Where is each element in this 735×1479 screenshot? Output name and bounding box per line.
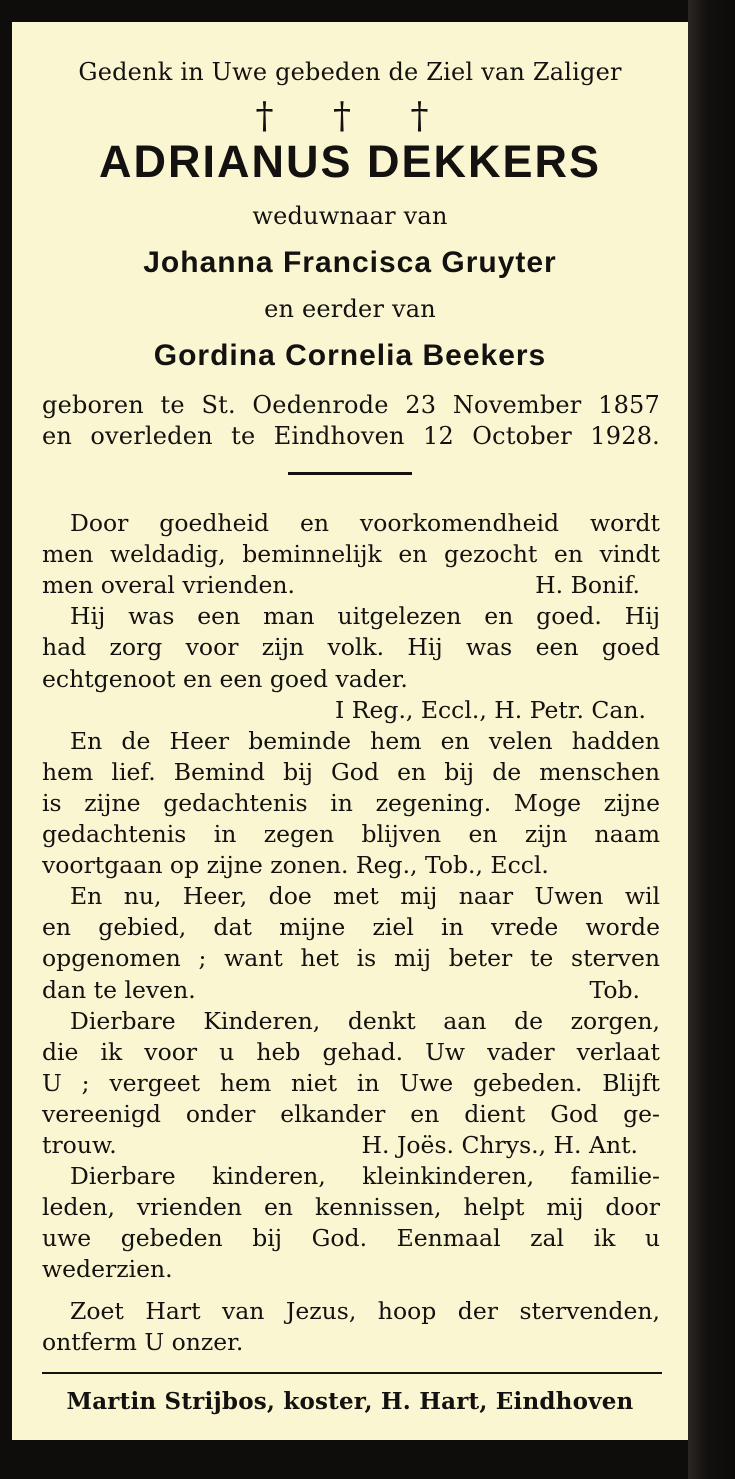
- body-line-text: had zorg voor zijn volk. Hij was een goed: [42, 633, 660, 662]
- footer-divider: [42, 1372, 662, 1374]
- cross-icon: †: [410, 96, 445, 137]
- body-line: [42, 1100, 660, 1128]
- body-line-text: Hij was een man uitgelezen en goed. Hij: [70, 602, 660, 631]
- card-shadow-edge: [688, 0, 735, 1479]
- body-line: [42, 976, 660, 1004]
- body-line: [42, 758, 660, 786]
- body-line: [42, 1131, 660, 1159]
- body-line: [42, 633, 660, 661]
- body-line: [70, 727, 660, 755]
- body-line-text: Door goedheid en voorkomendheid wordt: [70, 509, 660, 537]
- body-line-text: U ; vergeet hem niet in Uwe gebeden. Blijft: [42, 1068, 660, 1097]
- body-line-text: is zijne gedachtenis in zegening. Moge zijne: [42, 788, 660, 817]
- body-line: [42, 944, 660, 972]
- body-line-text: gedachtenis in zegen blijven en zijn naam: [42, 820, 660, 848]
- body-line-citation: H. Bonif.: [535, 571, 640, 600]
- body-line-citation: I Reg., Eccl., H. Petr. Can.: [335, 695, 646, 724]
- body-line: [42, 1193, 660, 1221]
- body-line-text: ontferm U onzer.: [42, 1327, 244, 1356]
- body-line-text: die ik voor u heb gehad. Uw vader verlaat: [42, 1037, 660, 1066]
- body-line-text: men overal vrienden.: [42, 571, 295, 600]
- crosses-row: [12, 96, 688, 137]
- body-line-text: Dierbare Kinderen, denkt aan de zorgen,: [70, 1006, 660, 1035]
- earlier-of-label: en eerder van: [264, 295, 436, 323]
- body-line-text: dan te leven.: [42, 975, 196, 1004]
- body-line-text: wederzien.: [42, 1255, 173, 1284]
- body-line: [42, 540, 660, 568]
- cross-icon: †: [255, 96, 290, 137]
- body-line: [42, 789, 660, 817]
- body-line: [70, 882, 660, 910]
- body-line-text: En de Heer beminde hem en velen hadden: [70, 726, 660, 755]
- body-line-text: Zoet Hart van Jezus, hoop der stervenden,: [70, 1296, 660, 1325]
- body-line-text: men weldadig, beminnelijk en gezocht en vindt: [42, 540, 660, 569]
- body-line-citation: Tob.: [589, 975, 640, 1004]
- body-line: [42, 1255, 660, 1283]
- body-line-text: vereenigd onder elkander en dient God ge-: [42, 1099, 660, 1128]
- body-line-text: opgenomen ; want het is mij beter te sterven: [42, 944, 660, 973]
- second-spouse-name: Gordina Cornelia Beekers: [153, 339, 547, 372]
- first-spouse-name: Johanna Francisca Gruyter: [143, 246, 557, 279]
- body-line: [42, 913, 660, 941]
- memorial-card: [12, 22, 688, 1440]
- body-line: [42, 696, 660, 724]
- body-line: [42, 1038, 660, 1066]
- cross-icon: †: [333, 96, 367, 137]
- body-line: [42, 820, 660, 848]
- death-line: en overleden te Eindhoven 12 October 1928.: [42, 422, 660, 450]
- section-divider: [288, 472, 412, 475]
- body-line-text: leden, vrienden en kennissen, helpt mij door: [42, 1193, 660, 1222]
- body-line-text: voortgaan op zijne zonen. Reg., Tob., Eccl.: [42, 851, 549, 880]
- body-line-text: Dierbare kinderen, kleinkinderen, familie-: [70, 1162, 660, 1191]
- birth-line: geboren te St. Oedenrode 23 November 1857: [42, 391, 660, 419]
- body-line: [70, 1297, 660, 1325]
- body-line: [42, 1069, 660, 1097]
- body-line: [70, 509, 660, 537]
- body-line: [42, 571, 660, 599]
- body-line-text: En nu, Heer, doe met mij naar Uwen wil: [70, 882, 660, 911]
- widower-of-label: weduwnaar van: [252, 202, 448, 230]
- body-line: [42, 851, 660, 879]
- body-line: [42, 1224, 660, 1252]
- body-line: [70, 1162, 660, 1190]
- prayer-line: Gedenk in Uwe gebeden de Ziel van Zaliger: [78, 58, 622, 86]
- body-line-citation: H. Joës. Chrys., H. Ant.: [361, 1131, 638, 1159]
- body-line-text: echtgenoot en een goed vader.: [42, 664, 408, 693]
- body-line: [70, 602, 660, 630]
- body-line-text: trouw.: [42, 1131, 117, 1159]
- body-line: [42, 665, 660, 693]
- body-line-text: uwe gebeden bij God. Eenmaal zal ik u: [42, 1224, 660, 1253]
- body-line: [70, 1007, 660, 1035]
- body-line-text: en gebied, dat mijne ziel in vrede worde: [42, 913, 660, 942]
- deceased-name: ADRIANUS DEKKERS: [98, 136, 602, 187]
- printer-credit: Martin Strijbos, koster, H. Hart, Eindhoven: [66, 1388, 634, 1415]
- body-line-text: hem lief. Bemind bij God en bij de menschen: [42, 757, 660, 786]
- body-line: [42, 1328, 660, 1356]
